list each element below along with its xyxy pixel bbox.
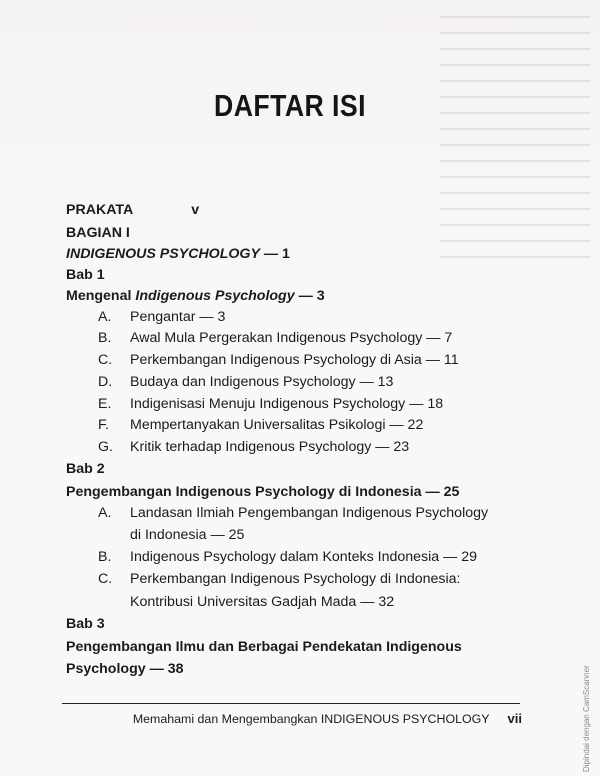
- item-text: Perkembangan Indigenous Psychology di Indonesia:: [130, 571, 461, 587]
- toc-bab3-title-cont: Psychology — 38: [66, 661, 184, 677]
- item-text: Indigenisasi Menuju Indigenous Psychology — 18: [130, 396, 444, 412]
- toc-item[interactable]: [98, 330, 452, 346]
- page-footer: [0, 711, 522, 726]
- toc-item[interactable]: [98, 309, 225, 325]
- item-letter: C.: [98, 571, 113, 587]
- toc-item[interactable]: [98, 396, 443, 412]
- item-letter: C.: [98, 352, 113, 368]
- item-letter: F.: [98, 417, 110, 433]
- toc-bab1-label: Bab 1: [66, 267, 105, 283]
- bagian-title-text: INDIGENOUS PSYCHOLOGY: [66, 246, 260, 262]
- bleed-through-text: [440, 2, 590, 262]
- item-text: Awal Mula Pergerakan Indigenous Psychology — 7: [130, 330, 453, 346]
- toc-item[interactable]: [98, 439, 409, 455]
- toc-bab3-title[interactable]: Pengembangan Ilmu dan Berbagai Pendekatan Indigenous: [66, 639, 462, 655]
- toc-bagian-title[interactable]: [66, 246, 290, 262]
- toc-prakata[interactable]: [66, 202, 199, 218]
- page-title: DAFTAR ISI: [214, 88, 366, 123]
- toc-item[interactable]: [98, 505, 488, 521]
- bab1-title-em: Indigenous Psychology: [135, 288, 295, 304]
- footer-book-title: Memahami dan Mengembangkan INDIGENOUS PSYCHOLOGY: [132, 712, 490, 726]
- toc-item[interactable]: [98, 374, 393, 390]
- toc-item[interactable]: [98, 571, 460, 587]
- footer-page-number: vii: [507, 711, 522, 726]
- toc-item[interactable]: [98, 352, 459, 368]
- prakata-label: PRAKATA: [66, 202, 134, 218]
- bab1-title-post: — 3: [294, 288, 325, 304]
- item-letter: A.: [98, 309, 112, 325]
- toc-item[interactable]: [98, 549, 477, 565]
- item-text: Kritik terhadap Indigenous Psychology — 23: [130, 439, 410, 455]
- item-letter: A.: [98, 505, 112, 521]
- item-letter: B.: [98, 330, 112, 346]
- toc-item-continuation: Kontribusi Universitas Gadjah Mada — 32: [130, 594, 395, 610]
- item-text: Indigenous Psychology dalam Konteks Indonesia — 29: [130, 549, 478, 565]
- toc-bab2-label: Bab 2: [66, 461, 105, 477]
- toc-bagian: BAGIAN I: [66, 225, 130, 241]
- item-letter: G.: [98, 439, 113, 455]
- toc-item[interactable]: [98, 417, 423, 433]
- item-text: Perkembangan Indigenous Psychology di Asia — 11: [130, 352, 459, 368]
- item-letter: E.: [98, 396, 112, 412]
- item-text: Pengantar — 3: [130, 309, 226, 325]
- bab1-title-pre: Mengenal: [66, 288, 136, 304]
- toc-bab3-label: Bab 3: [66, 616, 105, 632]
- item-letter: B.: [98, 549, 112, 565]
- footer-divider: [62, 703, 520, 704]
- item-text: Budaya dan Indigenous Psychology — 13: [130, 374, 394, 390]
- toc-bab1-title[interactable]: [66, 288, 325, 304]
- item-text: Landasan Ilmiah Pengembangan Indigenous Psychology: [130, 505, 489, 521]
- bagian-title-page: — 1: [259, 246, 290, 262]
- item-text: Mempertanyakan Universalitas Psikologi — 22: [130, 417, 424, 433]
- toc-bab2-title[interactable]: Pengembangan Indigenous Psychology di Indonesia — 25: [66, 484, 460, 500]
- prakata-page: v: [191, 202, 200, 218]
- scanner-watermark: Dipindai dengan CamScanner: [582, 665, 591, 772]
- item-letter: D.: [98, 374, 113, 390]
- toc-item-continuation: di Indonesia — 25: [130, 527, 245, 543]
